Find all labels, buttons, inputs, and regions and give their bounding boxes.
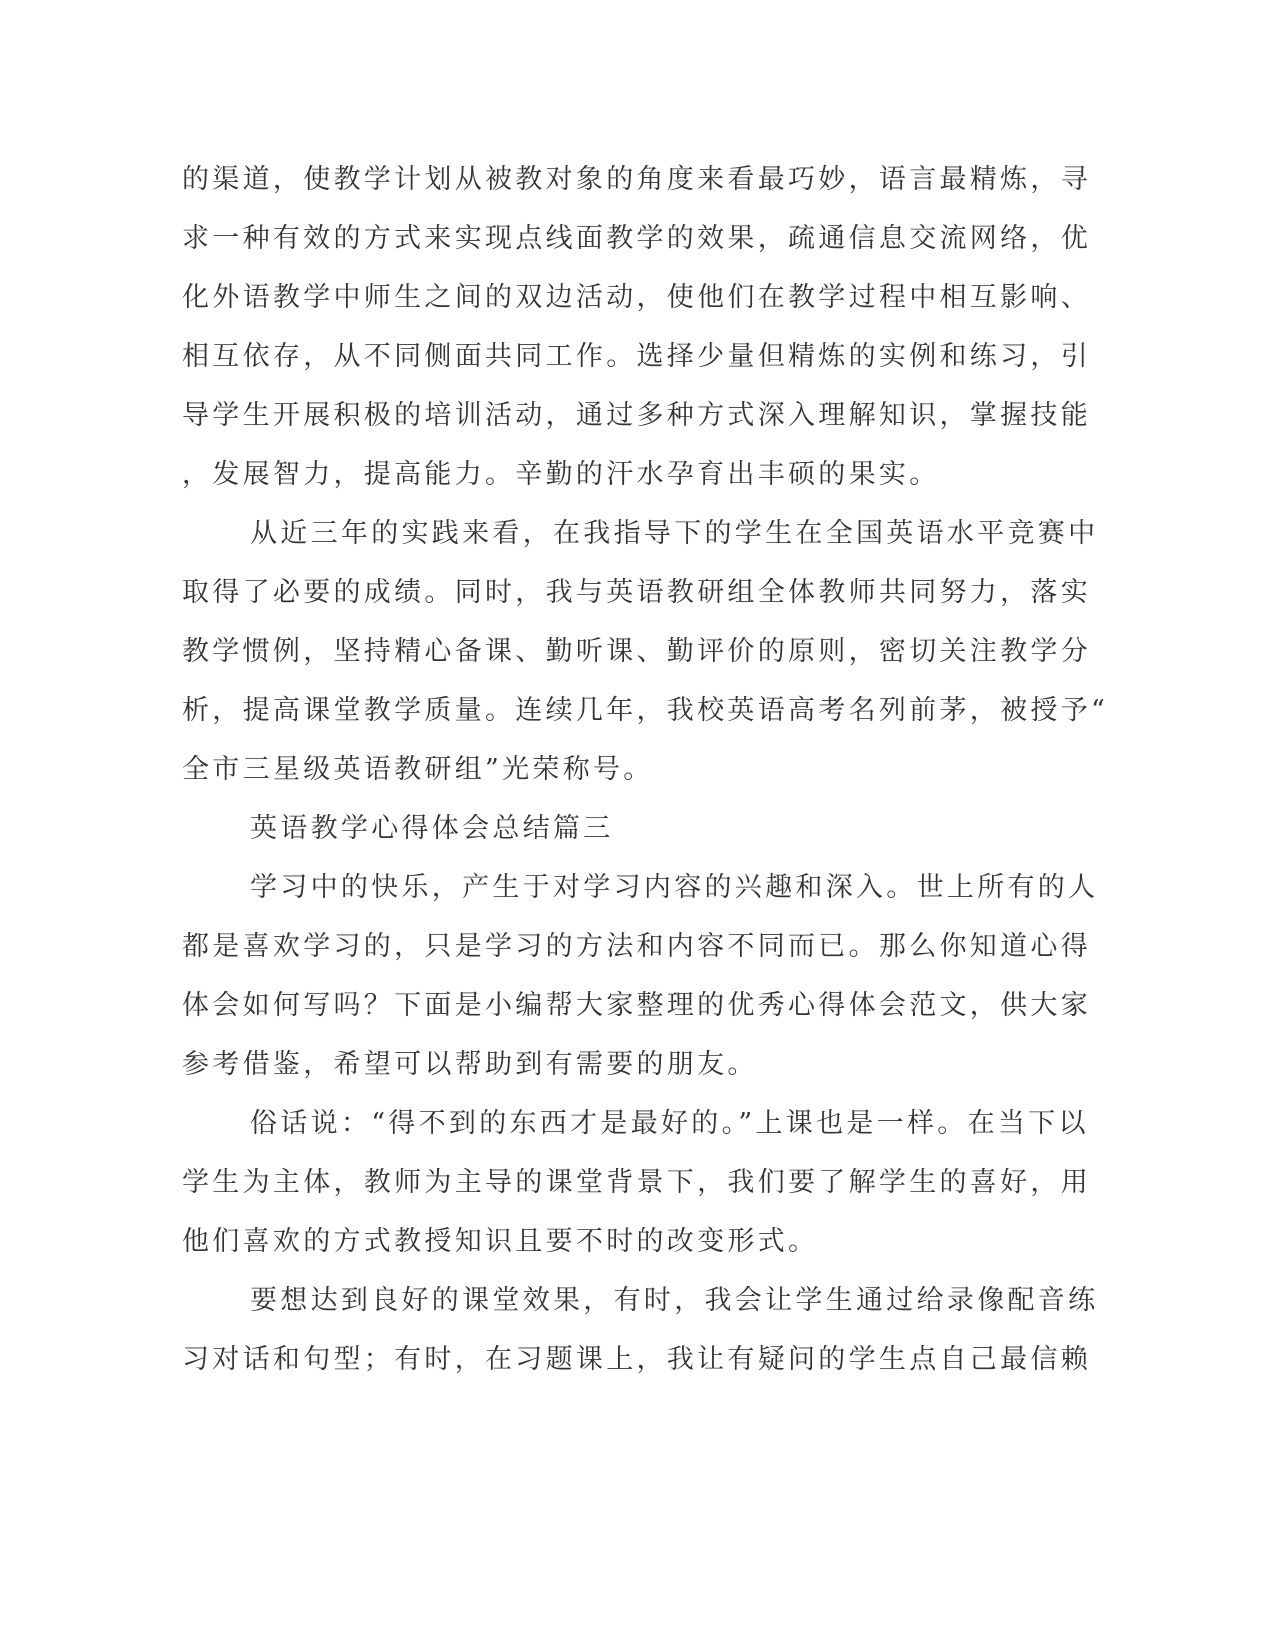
text-line: 体会如何写吗？下面是小编帮大家整理的优秀心得体会范文，供大家 bbox=[182, 990, 1091, 1021]
text-line: 析，提高课堂教学质量。连续几年，我校英语高考名列前茅，被授予“ bbox=[182, 695, 1109, 726]
text-line: 的渠道，使教学计划从被教对象的角度来看最巧妙，语言最精炼，寻 bbox=[182, 164, 1091, 195]
text-line: 参考借鉴，希望可以帮助到有需要的朋友。 bbox=[182, 1049, 758, 1080]
text-line: 从近三年的实践来看，在我指导下的学生在全国英语水平竞赛中 bbox=[250, 518, 1099, 549]
text-line: 都是喜欢学习的，只是学习的方法和内容不同而已。那么你知道心得 bbox=[182, 931, 1091, 962]
text-line: 全市三星级英语教研组”光荣称号。 bbox=[182, 754, 654, 785]
text-line: ，发展智力，提高能力。辛勤的汗水孕育出丰硕的果实。 bbox=[182, 459, 940, 490]
text-line: 要想达到良好的课堂效果，有时，我会让学生通过给录像配音练 bbox=[250, 1285, 1099, 1316]
text-line: 相互依存，从不同侧面共同工作。选择少量但精炼的实例和练习，引 bbox=[182, 341, 1091, 372]
text-line: 化外语教学中师生之间的双边活动，使他们在教学过程中相互影响、 bbox=[182, 282, 1091, 313]
text-line: 他们喜欢的方式教授知识且要不时的改变形式。 bbox=[182, 1226, 819, 1257]
text-line: 学习中的快乐，产生于对学习内容的兴趣和深入。世上所有的人 bbox=[250, 872, 1099, 903]
text-line: 教学惯例，坚持精心备课、勤听课、勤评价的原则，密切关注教学分 bbox=[182, 636, 1091, 667]
text-line: 学生为主体，教师为主导的课堂背景下，我们要了解学生的喜好，用 bbox=[182, 1167, 1091, 1198]
text-line: 俗话说：“得不到的东西才是最好的。”上课也是一样。在当下以 bbox=[250, 1108, 1089, 1139]
text-line: 导学生开展积极的培训活动，通过多种方式深入理解知识，掌握技能 bbox=[182, 400, 1091, 431]
text-line: 习对话和句型；有时，在习题课上，我让有疑问的学生点自己最信赖 bbox=[182, 1344, 1091, 1375]
text-line: 求一种有效的方式来实现点线面教学的效果，疏通信息交流网络，优 bbox=[182, 223, 1091, 254]
section-heading: 英语教学心得体会总结篇三 bbox=[250, 813, 614, 844]
text-line: 取得了必要的成绩。同时，我与英语教研组全体教师共同努力，落实 bbox=[182, 577, 1091, 608]
